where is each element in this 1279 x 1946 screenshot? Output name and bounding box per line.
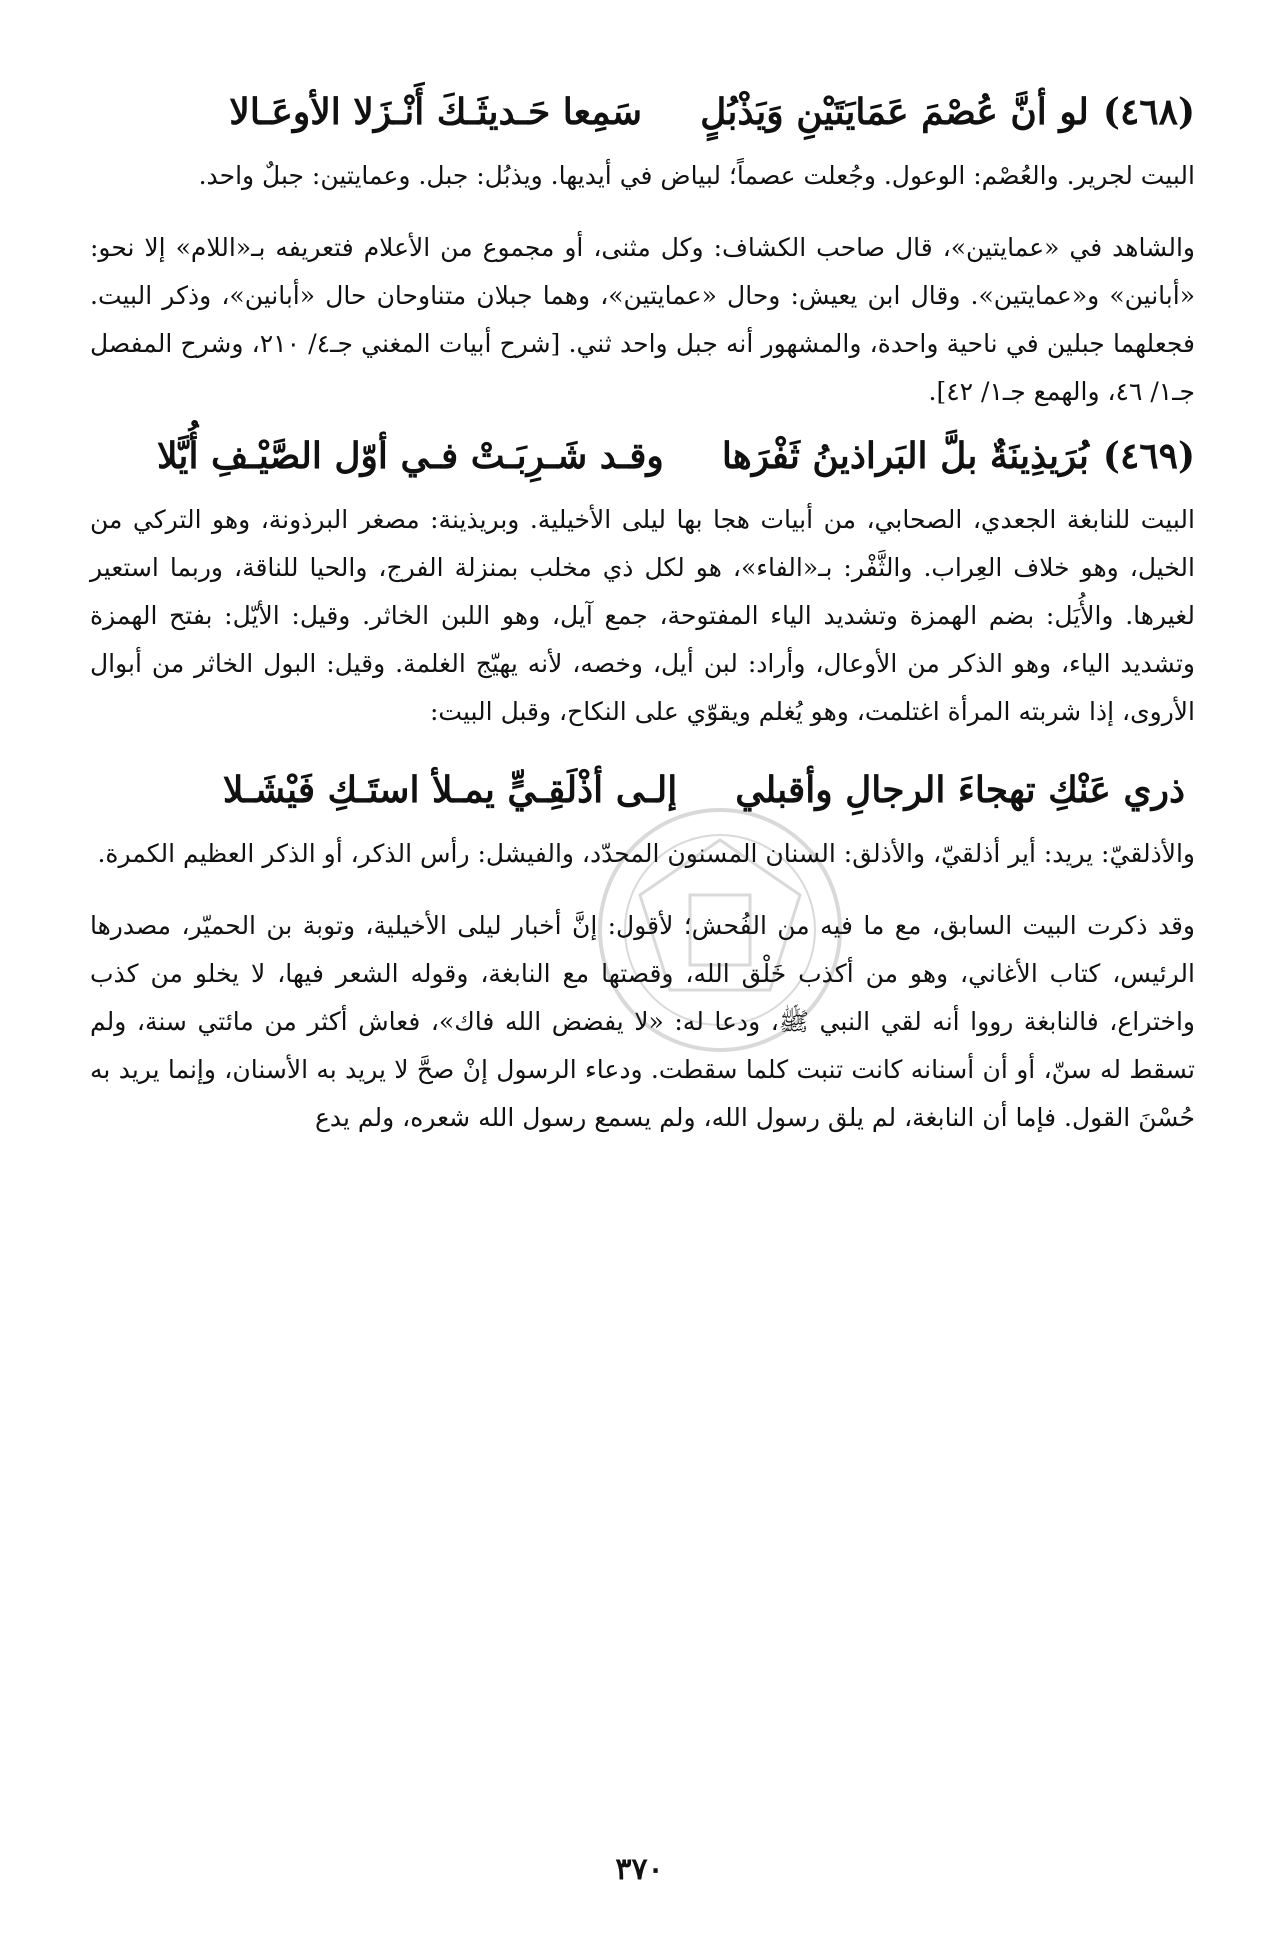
commentary-paragraph: والشاهد في «عمايتين»، قال صاحب الكشاف: وكل مثنى، أو مجموع من الأعلام فتعريفه بـ«اللام» إلا نحو: «أبانين» و«عمايتين». وقال ابن يعيش: وحال «عمايتين»، وهما جبلان متناوحان حال «أبانين»، وذكر البيت. فجعلهما جبلين في ناحية واحدة، والمشهور أنه جبل واحد ثني. [شرح أبيات المغني جـ٤/ ٢١٠، وشرح المفصل جـ١/ ٤٦، والهمع جـ١/ ٤٢]. [90,233,1195,406]
page-body [90,82,1195,1142]
commentary-paragraph: البيت لجرير. والعُصْم: الوعول. وجُعلت عصماً؛ لبياض في أيديها. ويذبُل: جبل. وعمايتين: جبلٌ واحد. [198,161,1195,190]
verse-second-hemistich: وقـد شَـرِبَـتْ فـي أوّل الصَّيْـفِ أُيَّلا [156,435,664,477]
verse-second-hemistich: إلـى أذْلَقِـيٍّ يمـلأ استَـكِ فَيْشَـلا [222,769,678,811]
verse-first-hemistich: لو أنَّ عُصْمَ عَمَايَتَيْنِ وَيَذْبُلٍ [700,91,1089,133]
verse-number: (٤٦٨) [1102,91,1195,133]
verse-first-hemistich: بُرَيذِينَةٌ بلَّ البَراذينُ ثَفْرَها [721,435,1089,477]
verse-first-hemistich: ذري عَنْكِ تهجاءَ الرجالِ وأقبلي [735,769,1185,811]
page-number: ٣٧٠ [615,1852,664,1887]
quoted-verse [90,760,1195,820]
verse-469 [90,426,1195,486]
commentary-paragraph: والأذلقيّ: يريد: أير أذلقيّ، والأذلق: السنان المسنون المحدّد، والفيشل: رأس الذكر، أو الذكر العظيم الكمرة. [97,839,1195,868]
verse-second-hemistich: سَمِعا حَـديثَـكَ أَنْـزَلا الأوعَـالا [229,91,643,133]
commentary-paragraph: البيت للنابغة الجعدي، الصحابي، من أبيات هجا بها ليلى الأخيلية. وبريذينة: مصغر البرذونة، وهو التركي من الخيل، وهو خلاف العِراب. والثَّفْر: بـ«الفاء»، هو لكل ذي مخلب بمنزلة الفرج، والحيا للناقة، وربما استعير لغيرها. والأُيَل: بضم الهمزة وتشديد الياء المفتوحة، جمع آيل، وهو اللبن الخاثر. وقيل: الأيّل: بفتح الهمزة وتشديد الياء، وهو الذكر من الأوعال، وأراد: لبن أيل، وخصه، لأنه يهيّج الغلمة. وقيل: البول الخاثر من أبوال الأروى، إذا شربته المرأة اغتلمت، وهو يُغلم ويقوّي على النكاح، وقبل البيت: [90,505,1195,726]
verse-number: (٤٦٩) [1102,435,1195,477]
verse-468 [90,82,1195,142]
commentary-paragraph: وقد ذكرت البيت السابق، مع ما فيه من الفُحش؛ لأقول: إنَّ أخبار ليلى الأخيلية، وتوبة بن الحميّر، مصدرها الرئيس، كتاب الأغاني، وهو من أكذب خَلْق الله، وقصتها مع النابغة، وقوله الشعر فيها، لا يخلو من كذب واختراع، فالنابغة رووا أنه لقي النبي ﷺ، ودعا له: «لا يفضض الله فاك»، فعاش أكثر من مائتي سنة، ولم تسقط له سنّ، أو أن أسنانه كانت تنبت كلما سقطت. ودعاء الرسول إنْ صحَّ لا يريد به الأسنان، وإنما يريد به حُسْنَ القول. فإما أن النابغة، لم يلق رسول الله، ولم يسمع رسول الله شعره، ولم يدع [90,911,1195,1132]
